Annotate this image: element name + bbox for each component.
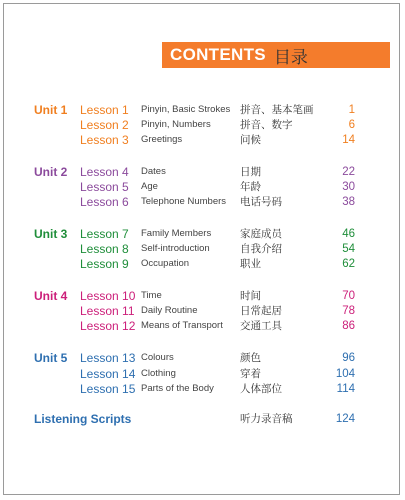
lesson-label: Lesson 5: [80, 180, 129, 194]
lesson-label: Lesson 7: [80, 227, 129, 241]
lesson-label: Lesson 8: [80, 242, 129, 256]
page-number: 114: [336, 383, 355, 395]
lesson-label: Lesson 9: [80, 257, 129, 271]
unit-label: Unit 5: [34, 351, 68, 365]
contents-title: CONTENTS: [170, 45, 266, 64]
toc-row[interactable]: [0, 117, 405, 133]
lesson-topic-zh: 年龄: [240, 181, 261, 193]
lesson-topic: Telephone Numbers: [141, 196, 227, 207]
toc-row[interactable]: [0, 164, 405, 180]
toc-row[interactable]: [0, 132, 405, 148]
lesson-topic-zh: 颜色: [240, 352, 261, 364]
toc-row[interactable]: [0, 256, 405, 272]
lesson-label: Lesson 3: [80, 133, 129, 147]
toc-row[interactable]: [0, 288, 405, 304]
toc-row-listening-scripts[interactable]: [0, 411, 405, 427]
lesson-label: Lesson 11: [80, 304, 135, 318]
page-number: 124: [335, 413, 355, 425]
lesson-topic: Occupation: [141, 258, 190, 269]
page-number: 70: [342, 290, 355, 302]
lesson-label: Lesson 12: [80, 319, 136, 333]
lesson-topic: Self-introduction: [141, 243, 210, 254]
lesson-topic-zh: 日期: [240, 166, 261, 178]
unit-label: Unit 1: [34, 103, 68, 117]
page-number: 78: [342, 305, 355, 317]
toc-row[interactable]: [0, 318, 405, 334]
contents-title-zh: 目录: [273, 47, 308, 68]
listening-scripts-label: Listening Scripts: [34, 412, 132, 426]
page-number: 104: [335, 368, 355, 380]
lesson-topic: Family Members: [141, 228, 212, 239]
toc-row[interactable]: [0, 226, 405, 242]
toc-row[interactable]: [0, 366, 405, 382]
page-number: 96: [342, 352, 355, 364]
lesson-label: Lesson 1: [80, 103, 129, 117]
lesson-topic: Clothing: [141, 368, 176, 379]
lesson-topic-zh: 交通工具: [240, 320, 282, 332]
lesson-topic: Colours: [141, 352, 174, 363]
unit-label: Unit 2: [34, 165, 68, 179]
lesson-topic-zh: 人体部位: [240, 383, 282, 395]
lesson-topic: Pinyin, Numbers: [141, 119, 211, 130]
page-number: 46: [342, 228, 355, 240]
toc-row[interactable]: [0, 381, 405, 397]
contents-banner: [162, 42, 390, 68]
lesson-topic-zh: 穿着: [240, 368, 261, 380]
lesson-topic-zh: 家庭成员: [240, 228, 282, 240]
lesson-label: Lesson 4: [80, 165, 129, 179]
lesson-topic-zh: 拼音、基本笔画: [240, 104, 314, 116]
lesson-topic-zh: 日常起居: [240, 305, 282, 317]
page-number: 14: [342, 134, 355, 146]
toc-row[interactable]: [0, 194, 405, 210]
unit-label: Unit 3: [34, 227, 68, 241]
lesson-topic-zh: 自我介绍: [240, 243, 282, 255]
lesson-topic-zh: 拼音、数字: [240, 119, 293, 131]
lesson-label: Lesson 2: [80, 118, 129, 132]
lesson-topic: Daily Routine: [141, 305, 198, 316]
lesson-label: Lesson 14: [80, 367, 136, 381]
lesson-topic-zh: 问候: [240, 134, 261, 146]
page-number: 54: [342, 243, 355, 255]
page-number: 62: [342, 258, 355, 270]
lesson-label: Lesson 15: [80, 382, 136, 396]
lesson-topic: Means of Transport: [141, 320, 223, 331]
toc-row[interactable]: [0, 303, 405, 319]
lesson-topic-zh: 时间: [240, 290, 261, 302]
page-number: 86: [342, 320, 355, 332]
lesson-topic-zh: 电话号码: [240, 196, 282, 208]
lesson-topic: Pinyin, Basic Strokes: [141, 104, 231, 115]
lesson-topic-zh: 职业: [240, 258, 261, 270]
lesson-label: Lesson 10: [80, 289, 136, 303]
toc-row[interactable]: [0, 102, 405, 118]
page-number: 22: [342, 166, 355, 178]
lesson-topic: Age: [141, 181, 158, 192]
lesson-topic: Time: [141, 290, 162, 301]
lesson-topic: Dates: [141, 166, 166, 177]
unit-label: Unit 4: [34, 289, 68, 303]
page-number: 1: [348, 104, 355, 116]
toc-row[interactable]: [0, 241, 405, 257]
lesson-topic: Parts of the Body: [141, 383, 214, 394]
page-number: 6: [348, 119, 355, 131]
page-number: 38: [342, 196, 355, 208]
listening-scripts-zh: 听力录音稿: [240, 413, 293, 425]
lesson-label: Lesson 13: [80, 351, 136, 365]
toc-row[interactable]: [0, 350, 405, 366]
page-number: 30: [342, 181, 355, 193]
lesson-label: Lesson 6: [80, 195, 129, 209]
lesson-topic: Greetings: [141, 134, 183, 145]
toc-row[interactable]: [0, 179, 405, 195]
